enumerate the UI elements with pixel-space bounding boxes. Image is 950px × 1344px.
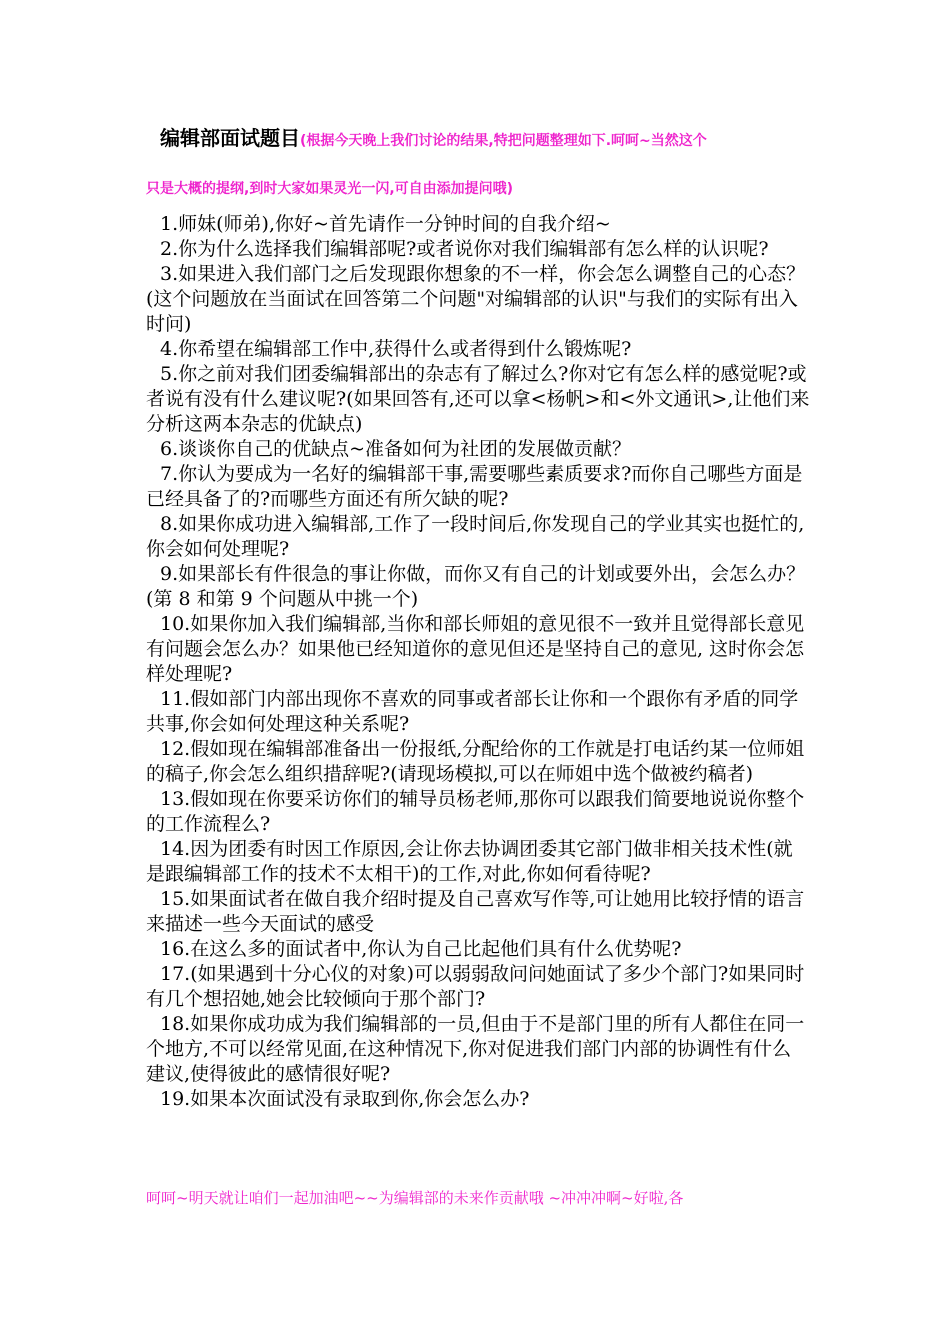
question-item: 17.(如果遇到十分心仪的对象)可以弱弱敌问问她面试了多少个部门?如果同时有几个想招她,她会比较倾向于那个部门? [146, 963, 805, 1010]
question-item: 8.如果你成功进入编辑部,工作了一段时间后,你发现自己的学业其实也挺忙的,你会如何处理呢? [146, 513, 805, 560]
question-item: 4.你希望在编辑部工作中,获得什么或者得到什么锻炼呢? [160, 338, 632, 360]
question-item: 18.如果你成功成为我们编辑部的一员,但由于不是部门里的所有人都住在同一个地方,不可以经常见面,在这种情况下,你对促进我们部门内部的协调性有什么建议,使得彼此的感情很好呢? [146, 1013, 805, 1085]
question-item: 3.如果进入我们部门之后发现跟你想象的不一样，你会怎么调整自己的心态？ (这个问题放在当面试在回答第二个问题"对编辑部的认识"与我们的实际有出入时问) [146, 263, 806, 335]
footer-note: 呵呵~明天就让咱们一起加油吧~~为编辑部的未来作贡献哦 ~冲冲冲啊~好啦,各 [146, 1189, 684, 1207]
question-item: 5.你之前对我们团委编辑部出的杂志有了解过么?你对它有怎么样的感觉呢?或者说有没有什么建议呢?(如果回答有,还可以拿<杨帆>和<外文通讯>,让他们来分析这两本杂志的优缺点) [146, 363, 810, 435]
question-item: 7.你认为要成为一名好的编辑部干事,需要哪些素质要求?而你自己哪些方面是已经具备了的?而哪些方面还有所欠缺的呢? [146, 463, 803, 510]
question-item: 19.如果本次面试没有录取到你,你会怎么办? [160, 1088, 530, 1110]
question-item: 12.假如现在编辑部准备出一份报纸,分配给你的工作就是打电话约某一位师姐的稿子,你会怎么组织措辞呢?(请现场模拟,可以在师姐中选个做被约稿者) [146, 738, 805, 785]
question-item: 16.在这么多的面试者中,你认为自己比起他们具有什么优势呢? [160, 938, 682, 960]
question-item: 1.师妹(师弟),你好~首先请作一分钟时间的自我介绍~ [160, 213, 611, 235]
question-item: 14.因为团委有时因工作原因,会让你去协调团委其它部门做非相关技术性(就是跟编辑部工作的技术不太相干)的工作,对此,你如何看待呢? [146, 838, 793, 885]
question-item: 11.假如部门内部出现你不喜欢的同事或者部长让你和一个跟你有矛盾的同学共事,你会如何处理这种关系呢? [146, 688, 799, 735]
question-item: 9.如果部长有件很急的事让你做，而你又有自己的计划或要外出，会怎么办？ (第 8 和第 9 个问题从中挑一个) [146, 563, 806, 610]
title-note-part2: 只是大概的提纲,到时大家如果灵光一闪,可自由添加提问哦) [146, 181, 514, 197]
document-title: 编辑部面试题目 [160, 126, 300, 150]
question-item: 15.如果面试者在做自我介绍时提及自己喜欢写作等,可让她用比较抒情的语言来描述一些今天面试的感受 [146, 888, 805, 935]
question-item: 6.谈谈你自己的优缺点~准备如何为社团的发展做贡献？ [160, 438, 632, 460]
question-item: 13.假如现在你要采访你们的辅导员杨老师,那你可以跟我们简要地说说你整个的工作流程么? [146, 788, 805, 835]
title-line [160, 122, 920, 151]
title-note-part1: (根据今天晚上我们讨论的结果,特把问题整理如下.呵呵~当然这个 [300, 133, 707, 149]
question-item: 10.如果你加入我们编辑部,当你和部长师姐的意见很不一致并且觉得部长意见有问题会怎么办？如果他已经知道你的意见但还是坚持自己的意见, 这时你会怎样处理呢? [146, 613, 805, 685]
question-list [146, 212, 810, 1112]
question-item: 2.你为什么选择我们编辑部呢?或者说你对我们编辑部有怎么样的认识呢? [160, 238, 769, 260]
